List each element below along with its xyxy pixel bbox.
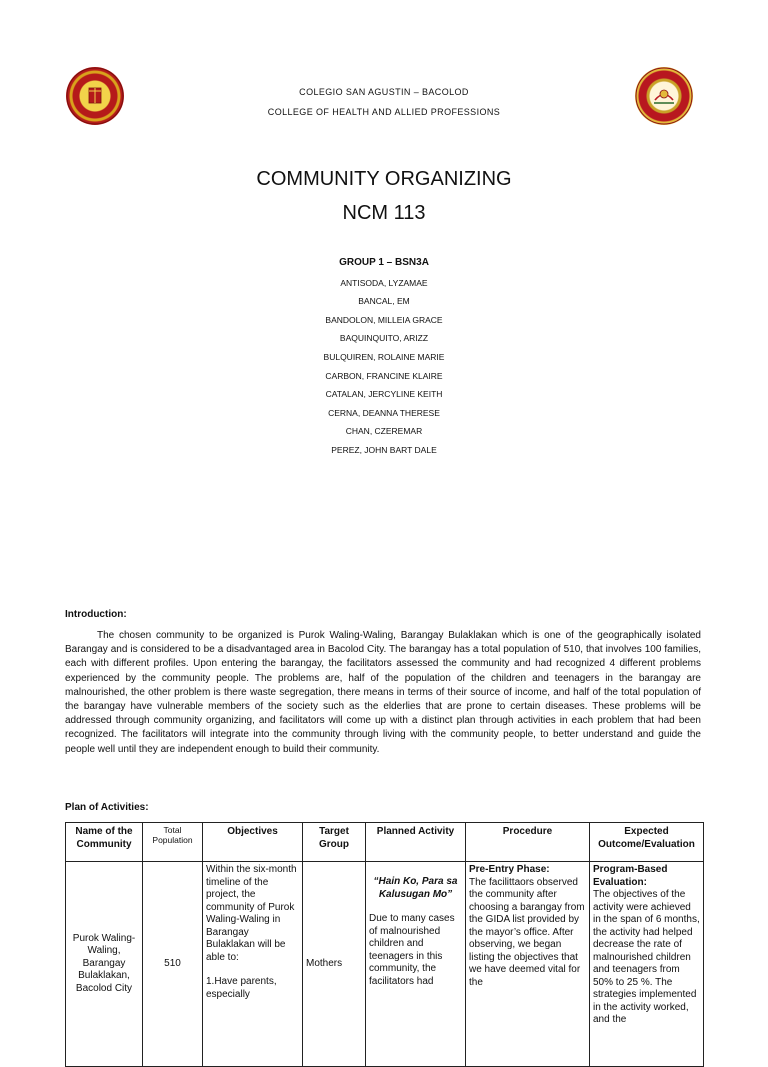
- column-header: Name of the Community: [66, 823, 143, 862]
- introduction-paragraph: The chosen community to be organized is Purok Waling-Waling, Barangay Bulaklakan which is one of the geographically isolated Barangay and is considered to be a disadvantaged area in Bacolod City. The barangay has a total population of 510, that involves 100 families, each with different profiles. Upon entering the barangay, the facilitators assessed the community and had recognized 4 different problems experienced by the community people. The problems are, half of the population of the children and teenagers in the barangay are malnourished, the other problem is there waste segregation, there means in terms of their source of income, and half of the total population of the barangay have vulnerable members of the society such as the elderlies that are prone to certain diseases. These problems will be addressed through community organizing, and facilitators will come up with a distinct plan through activities in each problem that had been recognized. The facilitators will integrate into the community through living with the community people, to better understand and guide the people well until they are independent enough to build their community.: [65, 630, 701, 755]
- group-member: BANCAL, EM: [358, 296, 410, 306]
- group-member: ANTISODA, LYZAMAE: [340, 278, 428, 288]
- group-member: BAQUINQUITO, ARIZZ: [339, 333, 429, 343]
- group-member: CATALAN, JERCYLINE KEITH: [325, 389, 443, 399]
- community-cell: Purok Waling-Waling, Barangay Bulaklakan, Bacolod City: [66, 862, 143, 1067]
- procedure-cell: [466, 862, 590, 1067]
- objectives-intro: Within the six-month timeline of the project, the community of Purok Waling-Waling in Barangay Bulaklakan will be able to:: [206, 864, 297, 963]
- column-header: Procedure: [466, 823, 590, 862]
- planned-activity-cell: [366, 862, 466, 1067]
- table-header-row: [66, 823, 704, 862]
- outcome-description: The objectives of the activity were achieved in the span of 6 months, the activity had helped decrease the rate of malnourished children and teenagers from 50% to 25 %. The strategies implemented in the activity worked, and the: [593, 889, 700, 1025]
- target-group-cell: Mothers: [303, 862, 366, 1067]
- group-member: CARBON, FRANCINE KLAIRE: [325, 371, 443, 381]
- activity-description: Due to many cases of malnourished children and teenagers in this community, the facilitators had: [369, 913, 455, 987]
- column-header: Total Population: [143, 823, 203, 862]
- outcome-title: Program-Based Evaluation:: [593, 864, 668, 888]
- plan-heading: Plan of Activities:: [65, 802, 149, 813]
- group-label: GROUP 1 – BSN3A: [339, 257, 429, 268]
- group-member: CERNA, DEANNA THERESE: [328, 408, 440, 418]
- plan-of-activities-table: [65, 822, 704, 1067]
- column-header: Objectives: [203, 823, 303, 862]
- college-name: COLLEGE OF HEALTH AND ALLIED PROFESSIONS: [267, 107, 501, 117]
- objectives-cell: [203, 862, 303, 1067]
- column-header: Expected Outcome/Evaluation: [590, 823, 704, 862]
- activity-title: “Hain Ko, Para sa Kalusugan Mo”: [373, 876, 458, 900]
- table-row: [66, 862, 704, 1067]
- introduction-heading: Introduction:: [65, 609, 127, 620]
- column-header: Target Group: [303, 823, 366, 862]
- procedure-description: The facilittaors observed the community after choosing a barangay from the GIDA list provided by the mayor’s office. After observing, we began listing the objectives that we have deemed vital for the: [469, 876, 585, 988]
- outcome-cell: [590, 862, 704, 1067]
- column-header: Planned Activity: [366, 823, 466, 862]
- document-title: COMMUNITY ORGANIZING: [256, 168, 512, 190]
- group-member: BULQUIREN, ROLAINE MARIE: [323, 352, 445, 362]
- school-name: COLEGIO SAN AGUSTIN – BACOLOD: [299, 87, 469, 97]
- group-member: PEREZ, JOHN BART DALE: [331, 445, 437, 455]
- population-cell: 510: [143, 862, 203, 1067]
- course-code: NCM 113: [342, 202, 426, 224]
- group-member: BANDOLON, MILLEIA GRACE: [325, 315, 443, 325]
- procedure-title: Pre-Entry Phase:: [469, 864, 550, 875]
- group-member: CHAN, CZEREMAR: [345, 426, 423, 436]
- objectives-item: 1.Have parents, especially: [206, 976, 277, 1000]
